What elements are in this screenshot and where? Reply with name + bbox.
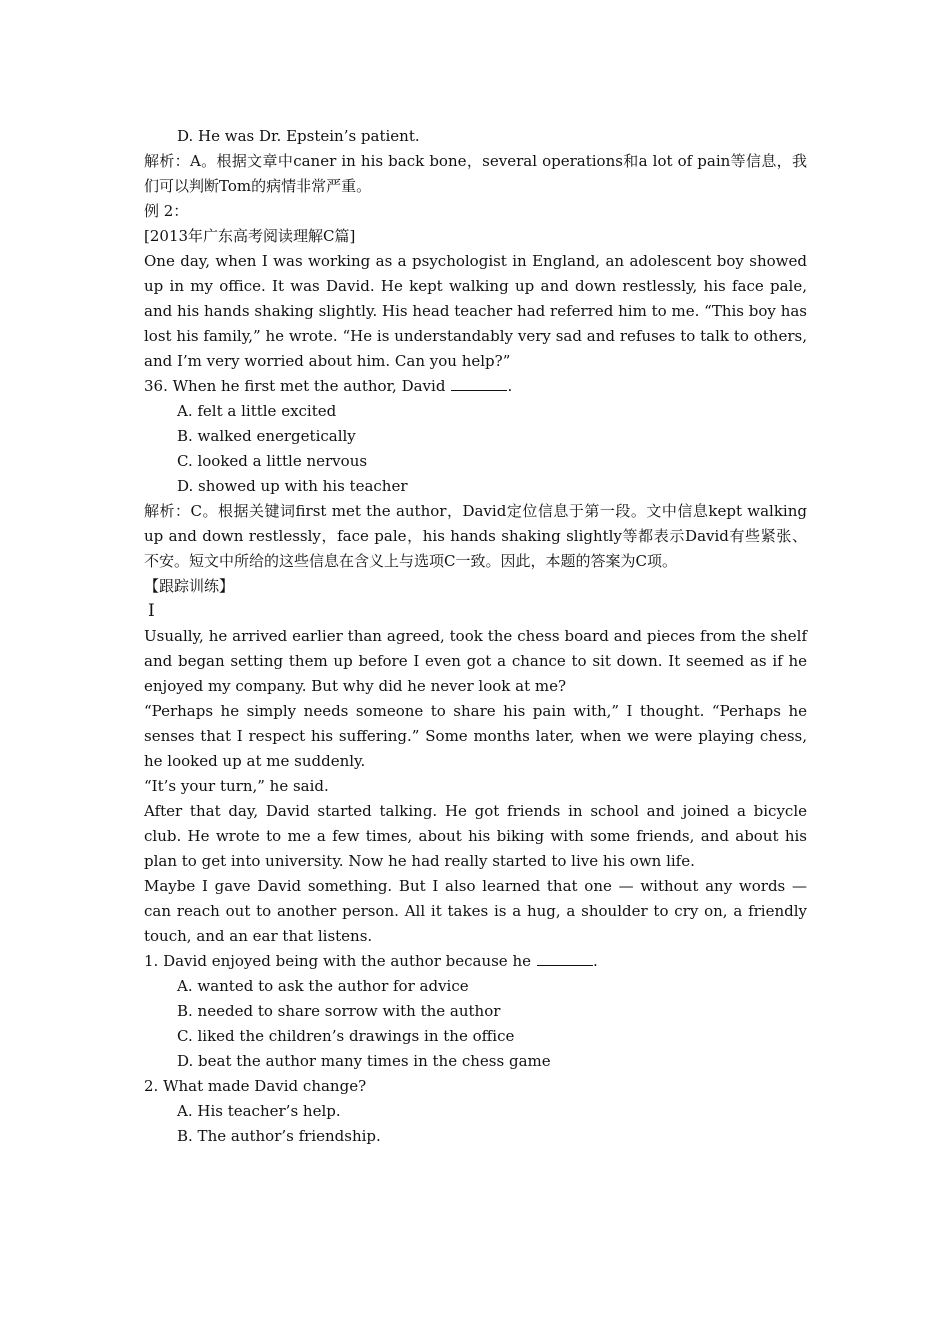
analysis-text: 解析：C。根据关键词first met the author，David定位信息于第一段。文中信息kept walking up and down restlessly，face pale，his hands shaking slightly等都表示David有些紧张、不安。短文中所给的这些信息在含义上与选项C一致。因此，本题的答案为C项。 <box>144 502 807 570</box>
question-1 <box>144 949 807 974</box>
passage-text: One day, when I was working as a psychologist in England, an adolescent boy showed up in my office. It was David. He kept walking up and down restlessly, his face pale, and his hands shaking slightly. His head teacher had referred him to me. “This boy has lost his family,” he wrote. “He is understandably very sad and refuses to talk to others, and I’m very worried about him. Can you help?” <box>144 252 807 370</box>
answer-blank <box>537 951 593 966</box>
example-source: [2013年广东高考阅读理解C篇] <box>144 227 356 245</box>
analysis-text: 解析：A。根据文章中caner in his back bone，several operations和a lot of pain等信息，我们可以判断Tom的病情非常严重。 <box>144 152 807 195</box>
option-a: A. felt a little excited <box>177 402 337 420</box>
passage-paragraph: “Perhaps he simply needs someone to share his pain with,” I thought. “Perhaps he senses that I respect his suffering.” Some months later, when we were playing chess, he looked up at me suddenly. <box>144 702 807 770</box>
document-page <box>144 124 807 1149</box>
section-heading: 【跟踪训练】 <box>144 577 235 595</box>
option-d: D. He was Dr. Epstein’s patient. <box>177 127 420 145</box>
example-label: 例 2： <box>144 202 189 220</box>
section-number: Ⅰ <box>148 601 155 621</box>
option-d: D. showed up with his teacher <box>177 477 408 495</box>
option-d: D. beat the author many times in the chess game <box>177 1052 551 1070</box>
passage-paragraph: After that day, David started talking. He got friends in school and joined a bicycle club. He wrote to me a few times, about his biking with some friends, and about his plan to get into university. Now he had really started to live his own life. <box>144 802 807 870</box>
option-c: C. looked a little nervous <box>177 452 368 470</box>
question-2: 2. What made David change? <box>144 1077 367 1095</box>
answer-blank <box>451 376 507 391</box>
passage-paragraph: Maybe I gave David something. But I also learned that one — without any words — can reach out to another person. All it takes is a hug, a shoulder to cry on, a friendly touch, and an ear that listens. <box>144 877 807 945</box>
option-b: B. walked energetically <box>177 427 356 445</box>
passage-paragraph: “It’s your turn,” he said. <box>144 777 329 795</box>
option-c: C. liked the children’s drawings in the office <box>177 1027 515 1045</box>
option-a: A. His teacher’s help. <box>177 1102 341 1120</box>
passage-paragraph: Usually, he arrived earlier than agreed, took the chess board and pieces from the shelf and began setting them up before I even got a chance to sit down. It seemed as if he enjoyed my company. But why did he never look at me? <box>144 627 807 695</box>
question-end: . <box>593 952 598 970</box>
question-text: 36. When he first met the author, David <box>144 377 446 395</box>
question-text: 1. David enjoyed being with the author because he <box>144 952 531 970</box>
question-36 <box>144 374 807 399</box>
option-a: A. wanted to ask the author for advice <box>177 977 469 995</box>
option-b: B. needed to share sorrow with the author <box>177 1002 501 1020</box>
question-end: . <box>507 377 513 395</box>
option-b: B. The author’s friendship. <box>177 1127 381 1145</box>
